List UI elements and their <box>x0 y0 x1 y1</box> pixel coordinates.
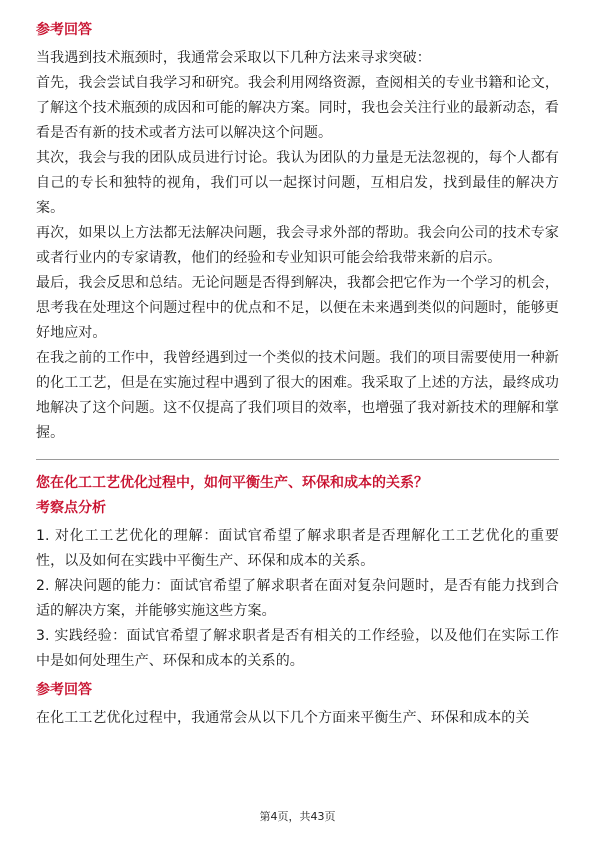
answer-paragraph: 当我遇到技术瓶颈时，我通常会采取以下几种方法来寻求突破： <box>36 50 431 66</box>
analysis-item: 2. 解决问题的能力：面试官希望了解求职者在面对复杂问题时，是否有能力找到合适的解决方案，并能够实施这些方案。 <box>36 578 559 619</box>
analysis-item: 1. 对化工工艺优化的理解：面试官希望了解求职者是否理解化工工艺优化的重要性，以及如何在实践中平衡生产、环保和成本的关系。 <box>36 528 559 569</box>
reference-answer-heading: 参考回答 <box>36 682 92 698</box>
answer-paragraph: 在化工工艺优化过程中，我通常会从以下几个方面来平衡生产、环保和成本的关 <box>36 710 530 726</box>
answer-paragraph: 其次，我会与我的团队成员进行讨论。我认为团队的力量是无法忽视的，每个人都有自己的专长和独特的视角，我们可以一起探讨问题，互相启发，找到最佳的解决方案。 <box>36 150 559 216</box>
reference-answer-heading: 参考回答 <box>36 22 92 38</box>
section-divider <box>36 459 559 460</box>
analysis-item: 3. 实践经验：面试官希望了解求职者是否有相关的工作经验，以及他们在实际工作中是如何处理生产、环保和成本的关系的。 <box>36 628 559 669</box>
document-page <box>36 20 559 731</box>
answer-paragraph: 在我之前的工作中，我曾经遇到过一个类似的技术问题。我们的项目需要使用一种新的化工工艺，但是在实施过程中遇到了很大的困难。我采取了上述的方法，最终成功地解决了这个问题。这不仅提高了我们项目的效率，也增强了我对新技术的理解和掌握。 <box>36 350 559 441</box>
analysis-heading: 考察点分析 <box>36 500 106 516</box>
answer-paragraph: 最后，我会反思和总结。无论问题是否得到解决，我都会把它作为一个学习的机会，思考我在处理这个问题过程中的优点和不足，以便在未来遇到类似的问题时，能够更好地应对。 <box>36 275 559 341</box>
page-number: 第4页，共43页 <box>259 810 336 823</box>
question-title: 您在化工工艺优化过程中，如何平衡生产、环保和成本的关系？ <box>36 475 428 491</box>
answer-paragraph: 再次，如果以上方法都无法解决问题，我会寻求外部的帮助。我会向公司的技术专家或者行业内的专家请教，他们的经验和专业知识可能会给我带来新的启示。 <box>36 225 559 266</box>
answer-paragraph: 首先，我会尝试自我学习和研究。我会利用网络资源，查阅相关的专业书籍和论文，了解这个技术瓶颈的成因和可能的解决方案。同时，我也会关注行业的最新动态，看看是否有新的技术或者方法可以解决这个问题。 <box>36 75 559 141</box>
